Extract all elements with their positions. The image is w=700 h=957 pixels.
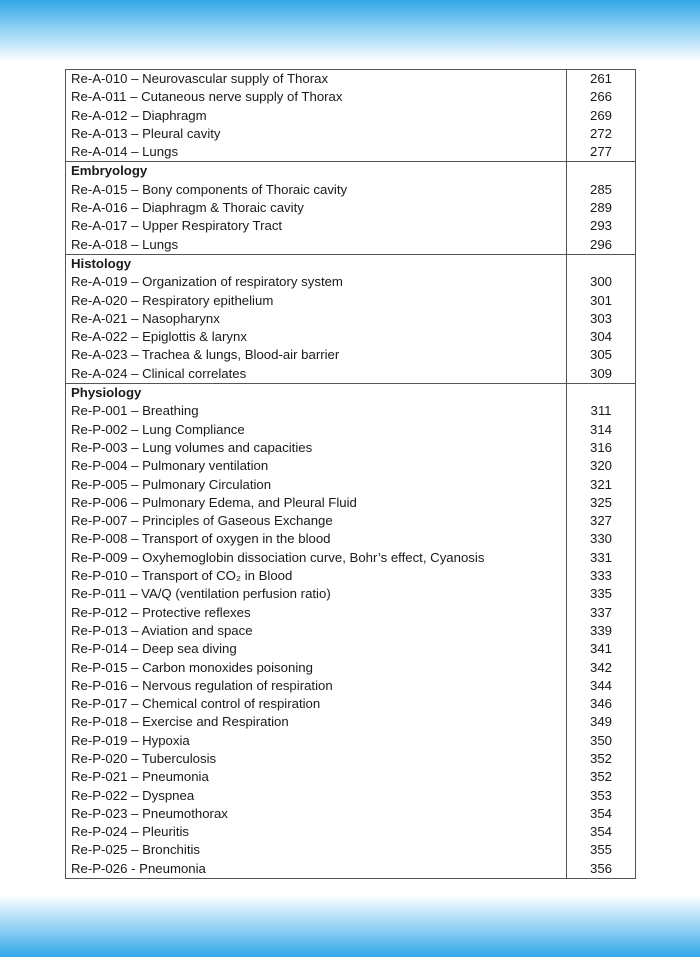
toc-section-embryology	[66, 162, 636, 254]
toc-entry: Re-P-005 – Pulmonary Circulation	[71, 476, 272, 492]
toc-page-number: 353	[589, 787, 612, 803]
toc-page-number: 303	[589, 310, 612, 326]
toc-entry: Re-P-020 – Tuberculosis	[71, 750, 217, 766]
toc-entry: Re-P-023 – Pneumothorax	[71, 805, 228, 821]
toc-entry: Re-A-023 – Trachea & lungs, Blood-air barrier	[71, 347, 340, 363]
toc-page-number: 344	[589, 677, 612, 693]
toc-page-number: 330	[589, 531, 612, 547]
toc-page-number: 266	[589, 89, 612, 105]
toc-section-physiology	[66, 384, 636, 879]
toc-page-number: 354	[589, 805, 612, 821]
toc-entry: Re-A-016 – Diaphragm & Thoraic cavity	[71, 200, 304, 216]
toc-entry: Re-A-018 – Lungs	[71, 236, 179, 252]
toc-page-spacer	[567, 384, 635, 402]
toc-page-number: 300	[589, 274, 612, 290]
toc-page-number: 341	[589, 641, 612, 657]
toc-page-number: 261	[589, 71, 612, 86]
toc-section-histology	[66, 254, 636, 383]
section-heading-histology: Histology	[71, 255, 132, 271]
table-of-contents	[65, 69, 636, 879]
toc-entry: Re-P-019 – Hypoxia	[71, 732, 190, 748]
toc-page-number: 305	[589, 347, 612, 363]
toc-entry: Re-P-025 – Bronchitis	[71, 842, 201, 858]
toc-page-number: 327	[589, 513, 612, 529]
toc-entry: Re-A-011 – Cutaneous nerve supply of Thorax	[71, 89, 343, 105]
toc-page-spacer	[567, 162, 635, 180]
toc-page-spacer	[567, 255, 635, 273]
toc-titles-cell	[66, 254, 567, 383]
toc-page-number: 289	[589, 200, 612, 216]
toc-entry: Re-P-010 – Transport of CO₂ in Blood	[71, 568, 293, 584]
toc-page-number: 355	[589, 842, 612, 858]
toc-page-number: 277	[589, 144, 612, 160]
toc-entry: Re-A-020 – Respiratory epithelium	[71, 292, 274, 308]
section-heading-embryology: Embryology	[71, 163, 148, 179]
footer-gradient-band	[0, 895, 700, 957]
toc-page-number: 356	[589, 860, 612, 876]
toc-titles-cell	[66, 384, 567, 879]
toc-entry: Re-P-012 – Protective reflexes	[71, 604, 251, 620]
toc-entry: Re-P-022 – Dyspnea	[71, 787, 195, 803]
toc-entry: Re-P-007 – Principles of Gaseous Exchange	[71, 513, 333, 529]
toc-page-number: 314	[589, 421, 612, 437]
toc-entry: Re-A-012 – Diaphragm	[71, 107, 207, 123]
toc-entry: Re-A-024 – Clinical correlates	[71, 365, 247, 381]
section-heading-physiology: Physiology	[71, 385, 142, 401]
toc-entry: Re-P-003 – Lung volumes and capacities	[71, 439, 313, 455]
toc-page-number: 354	[589, 824, 612, 840]
toc-entry: Re-A-021 – Nasopharynx	[71, 310, 220, 326]
toc-entry: Re-P-015 – Carbon monoxides poisoning	[71, 659, 313, 675]
toc-entry: Re-P-021 – Pneumonia	[71, 769, 209, 785]
toc-page-number: 342	[589, 659, 612, 675]
toc-page-number: 346	[589, 696, 612, 712]
toc-pages-cell	[567, 162, 636, 254]
toc-entry: Re-A-015 – Bony components of Thoraic cavity	[71, 181, 348, 197]
toc-entry: Re-P-017 – Chemical control of respiration	[71, 696, 321, 712]
toc-page-number: 337	[589, 604, 612, 620]
toc-entry: Re-P-014 – Deep sea diving	[71, 641, 237, 657]
toc-page-number: 311	[590, 403, 612, 419]
toc-entry: Re-A-013 – Pleural cavity	[71, 125, 221, 141]
header-gradient-band	[0, 0, 700, 62]
toc-page-number: 352	[589, 769, 612, 785]
toc-page-number: 352	[589, 750, 612, 766]
toc-pages-cell	[567, 254, 636, 383]
toc-entry: Re-P-026 - Pneumonia	[71, 860, 206, 876]
toc-page-number: 304	[589, 329, 612, 345]
toc-page-number: 316	[589, 439, 612, 455]
toc-page-number: 285	[589, 181, 612, 197]
toc-entry: Re-P-006 – Pulmonary Edema, and Pleural Fluid	[71, 494, 357, 510]
toc-page-number: 333	[589, 568, 612, 584]
toc-page-number: 269	[589, 107, 612, 123]
toc-page-number: 309	[589, 365, 612, 381]
toc-titles-cell	[66, 70, 567, 162]
toc-titles-cell	[66, 162, 567, 254]
toc-page-number: 272	[589, 125, 612, 141]
toc-entry: Re-A-019 – Organization of respiratory system	[71, 274, 343, 290]
toc-entry: Re-P-009 – Oxyhemoglobin dissociation curve, Bohr’s effect, Cyanosis	[71, 549, 485, 565]
toc-entry: Re-P-013 – Aviation and space	[71, 622, 253, 638]
toc-entry: Re-P-011 – VA/Q (ventilation perfusion ratio)	[71, 586, 331, 602]
toc-entry: Re-A-010 – Neurovascular supply of Thorax	[71, 71, 329, 86]
toc-entry: Re-P-018 – Exercise and Respiration	[71, 714, 289, 730]
toc-page-number: 321	[589, 476, 612, 492]
toc-entry: Re-P-002 – Lung Compliance	[71, 421, 245, 437]
toc-page-number: 320	[589, 458, 612, 474]
toc-entry: Re-A-017 – Upper Respiratory Tract	[71, 218, 283, 234]
toc-page-number: 339	[589, 622, 612, 638]
toc-page-number: 331	[589, 549, 612, 565]
toc-page-number: 335	[589, 586, 612, 602]
toc-entry: Re-A-022 – Epiglottis & larynx	[71, 329, 247, 345]
toc-pages-cell	[567, 384, 636, 879]
toc-pages-cell	[567, 70, 636, 162]
toc-section-anatomy-continued	[66, 70, 636, 162]
toc-entry: Re-A-014 – Lungs	[71, 144, 179, 160]
toc-entry: Re-P-008 – Transport of oxygen in the blood	[71, 531, 331, 547]
toc-entry: Re-P-024 – Pleuritis	[71, 824, 190, 840]
toc-page-number: 296	[589, 236, 612, 252]
toc-entry: Re-P-016 – Nervous regulation of respiration	[71, 677, 333, 693]
toc-entry: Re-P-004 – Pulmonary ventilation	[71, 458, 269, 474]
toc-entry: Re-P-001 – Breathing	[71, 403, 199, 419]
toc-page-number: 301	[589, 292, 612, 308]
toc-page-number: 350	[589, 732, 612, 748]
toc-page-number: 325	[589, 494, 612, 510]
toc-page-number: 349	[589, 714, 612, 730]
toc-page-number: 293	[589, 218, 612, 234]
